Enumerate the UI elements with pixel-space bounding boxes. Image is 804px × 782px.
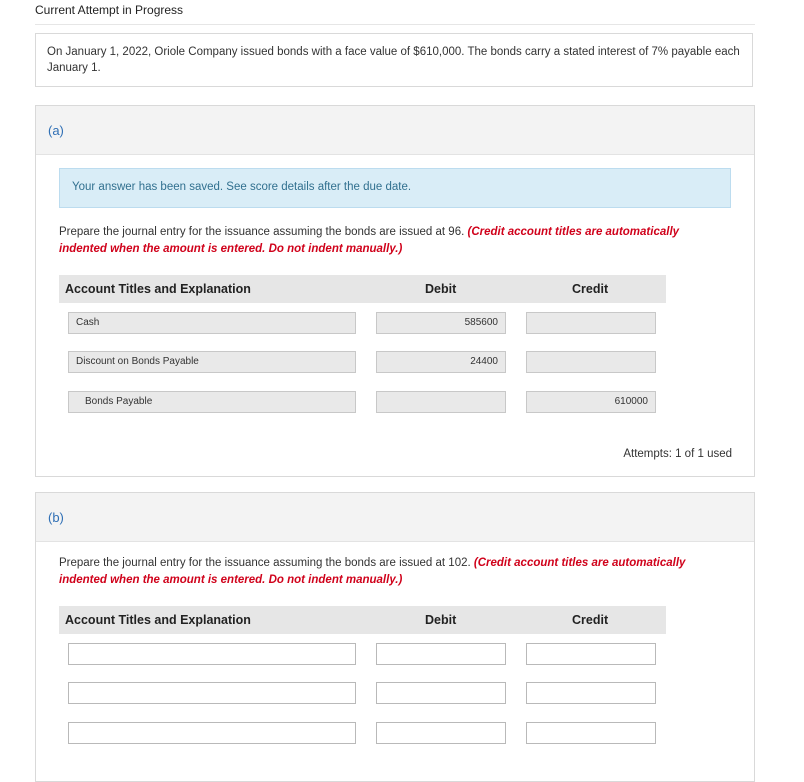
account-input-row-1[interactable]: [68, 643, 356, 665]
account-input-row-2[interactable]: [68, 682, 356, 704]
debit-input-row-2[interactable]: 24400: [376, 351, 506, 373]
account-input-row-1[interactable]: Cash: [68, 312, 356, 334]
account-input-row-3[interactable]: [68, 722, 356, 744]
part-a-prompt: [59, 224, 719, 258]
part-b-instruction: Prepare the journal entry for the issuance assuming the bonds are issued at 102.: [59, 557, 471, 569]
part-a-header: [36, 106, 754, 155]
debit-input-row-3[interactable]: [376, 722, 506, 744]
credit-input-row-3[interactable]: [526, 722, 656, 744]
part-a-instruction: Prepare the journal entry for the issuance assuming the bonds are issued at 96.: [59, 226, 465, 238]
credit-input-row-2[interactable]: [526, 682, 656, 704]
header-divider: [35, 24, 755, 25]
part-b-panel: [35, 492, 755, 782]
account-column-header: Account Titles and Explanation: [65, 613, 251, 627]
debit-column-header: Debit: [425, 613, 457, 627]
saved-notice: Your answer has been saved. See score details after the due date.: [59, 168, 731, 208]
part-b-table-header: [59, 606, 666, 634]
part-b-header: [36, 493, 754, 542]
credit-column-header: Credit: [572, 613, 609, 627]
part-b-warning: (Credit account titles are automatically indented when the amount is entered. Do not indent manually.): [59, 557, 686, 586]
part-b-label: (b): [48, 510, 64, 525]
credit-input-row-1[interactable]: [526, 643, 656, 665]
debit-input-row-3[interactable]: [376, 391, 506, 413]
part-a-table-header: [59, 275, 666, 303]
part-a-warning: (Credit account titles are automatically indented when the amount is entered. Do not indent manually.): [59, 226, 680, 255]
credit-column-header: Credit: [572, 282, 609, 296]
account-input-row-2[interactable]: Discount on Bonds Payable: [68, 351, 356, 373]
credit-input-row-2[interactable]: [526, 351, 656, 373]
debit-input-row-1[interactable]: 585600: [376, 312, 506, 334]
page-header: Current Attempt in Progress: [35, 3, 184, 17]
attempts-counter: Attempts: 1 of 1 used: [623, 448, 732, 460]
problem-statement: On January 1, 2022, Oriole Company issued bonds with a face value of $610,000. The bonds carry a stated interest of 7% payable each January 1.: [35, 33, 753, 87]
debit-input-row-1[interactable]: [376, 643, 506, 665]
credit-input-row-1[interactable]: [526, 312, 656, 334]
account-column-header: Account Titles and Explanation: [65, 282, 251, 296]
account-input-row-3[interactable]: Bonds Payable: [68, 391, 356, 413]
credit-input-row-3[interactable]: 610000: [526, 391, 656, 413]
debit-input-row-2[interactable]: [376, 682, 506, 704]
part-b-prompt: [59, 555, 719, 589]
debit-column-header: Debit: [425, 282, 457, 296]
part-a-panel: [35, 105, 755, 477]
part-a-label: (a): [48, 123, 64, 138]
